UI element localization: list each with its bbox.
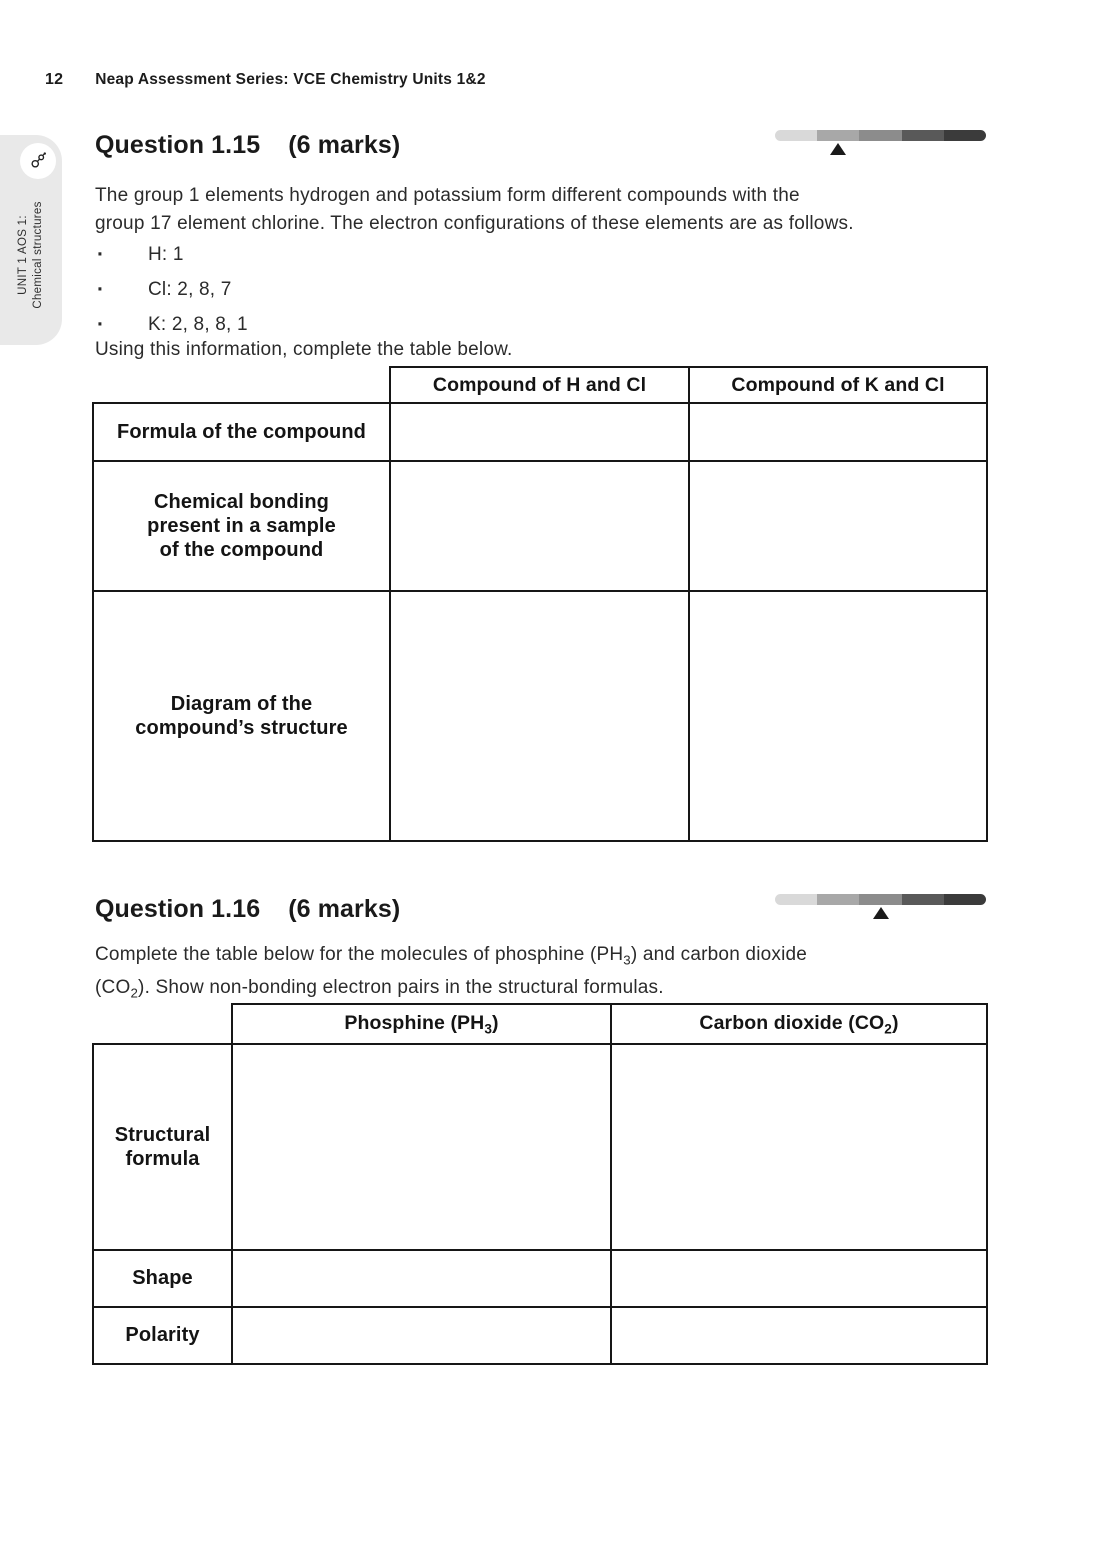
answer-cell bbox=[232, 1044, 611, 1250]
text-run: ) bbox=[492, 1011, 499, 1034]
label-line: formula bbox=[125, 1148, 200, 1170]
q16-intro bbox=[95, 941, 995, 1008]
q16-intro-line1 bbox=[95, 941, 995, 974]
list-item bbox=[97, 272, 248, 307]
q15-outro-text: Using this information, complete the table below. bbox=[95, 339, 513, 360]
answer-cell bbox=[232, 1250, 611, 1307]
subscript: 2 bbox=[884, 1021, 892, 1037]
q15-title: Question 1.15 bbox=[95, 131, 261, 159]
label-line: of the compound bbox=[159, 539, 324, 561]
answer-cell bbox=[390, 591, 689, 841]
text-run: Complete the table below for the molecules of phosphine (PH bbox=[95, 944, 624, 965]
running-header-title: Neap Assessment Series: VCE Chemistry Units 1&2 bbox=[95, 71, 486, 88]
q15-row-label-formula: Formula of the compound bbox=[93, 403, 390, 461]
label-line: present in a sample bbox=[147, 515, 336, 537]
q16-title: Question 1.16 bbox=[95, 895, 261, 923]
list-item bbox=[97, 237, 248, 272]
q15-row-label-bonding bbox=[93, 461, 390, 591]
q16-col-header-phosphine bbox=[232, 1004, 611, 1044]
q16-row-label-polarity: Polarity bbox=[93, 1307, 232, 1364]
q15-intro bbox=[95, 182, 995, 237]
running-header bbox=[45, 71, 486, 89]
q15-row-label-diagram bbox=[93, 591, 390, 841]
answer-cell bbox=[232, 1307, 611, 1364]
answer-cell bbox=[689, 461, 987, 591]
q15-electron-config-list bbox=[97, 237, 248, 342]
text-run: Phosphine (PH bbox=[344, 1011, 485, 1034]
answer-cell bbox=[611, 1250, 987, 1307]
config-cl: · Cl: 2, 8, 7 bbox=[148, 278, 232, 300]
text-run: Carbon dioxide (CO bbox=[699, 1011, 885, 1034]
text-run: (CO bbox=[95, 977, 131, 999]
q16-row-label-structural-formula bbox=[93, 1044, 232, 1250]
q15-heading bbox=[95, 131, 400, 160]
label-line: Structural bbox=[114, 1124, 211, 1146]
difficulty-track bbox=[775, 130, 986, 141]
q15-difficulty-meter bbox=[775, 130, 986, 158]
q16-row-label-shape: Shape bbox=[93, 1250, 232, 1307]
table-corner-blank bbox=[93, 367, 390, 403]
q15-col-header-k-cl: Compound of K and Cl bbox=[689, 367, 987, 403]
q16-col-header-co2 bbox=[611, 1004, 987, 1044]
text-run: ). Show non-bonding electron pairs in the structural formulas. bbox=[138, 977, 664, 999]
config-k: · K: 2, 8, 8, 1 bbox=[148, 313, 248, 335]
q16-marks: (6 marks) bbox=[288, 895, 401, 923]
subscript: 2 bbox=[130, 985, 139, 1001]
q15-table bbox=[92, 366, 988, 842]
text-run: ) and carbon dioxide bbox=[630, 944, 808, 965]
label-line: Diagram of the bbox=[170, 693, 313, 715]
q15-marks: (6 marks) bbox=[288, 131, 401, 159]
q15-intro-line2: group 17 element chlorine. The electron configurations of these elements are as follows. bbox=[95, 212, 854, 234]
q16-difficulty-meter bbox=[775, 894, 986, 922]
q15-col-header-h-cl: Compound of H and Cl bbox=[390, 367, 689, 403]
label-line: Chemical bonding bbox=[154, 491, 329, 513]
answer-cell bbox=[390, 403, 689, 461]
answer-cell bbox=[689, 403, 987, 461]
page-number: 12 bbox=[45, 71, 64, 88]
answer-cell bbox=[390, 461, 689, 591]
subscript: 3 bbox=[484, 1021, 493, 1037]
q16-heading bbox=[95, 895, 400, 924]
sidebar-unit-label bbox=[16, 201, 46, 308]
q16-table bbox=[92, 1003, 988, 1365]
answer-cell bbox=[611, 1307, 987, 1364]
answer-cell bbox=[611, 1044, 987, 1250]
molecule-icon bbox=[27, 150, 49, 172]
sidebar-unit-label-line1: UNIT 1 AOS 1: bbox=[17, 214, 29, 295]
table-corner-blank bbox=[93, 1004, 232, 1044]
difficulty-pointer-icon bbox=[830, 143, 846, 155]
subscript: 3 bbox=[623, 952, 631, 968]
difficulty-track bbox=[775, 894, 986, 905]
text-run: ) bbox=[891, 1011, 899, 1034]
sidebar-unit-label-line2: Chemical structures bbox=[32, 201, 44, 309]
q15-intro-line1: The group 1 elements hydrogen and potassium form different compounds with the bbox=[95, 185, 800, 206]
config-h: · H: 1 bbox=[148, 243, 184, 265]
difficulty-pointer-icon bbox=[873, 907, 889, 919]
q15-outro bbox=[95, 336, 995, 364]
label-line: compound’s structure bbox=[135, 717, 348, 739]
answer-cell bbox=[689, 591, 987, 841]
sidebar-tab bbox=[0, 135, 62, 345]
sidebar-icon-circle bbox=[20, 143, 56, 179]
